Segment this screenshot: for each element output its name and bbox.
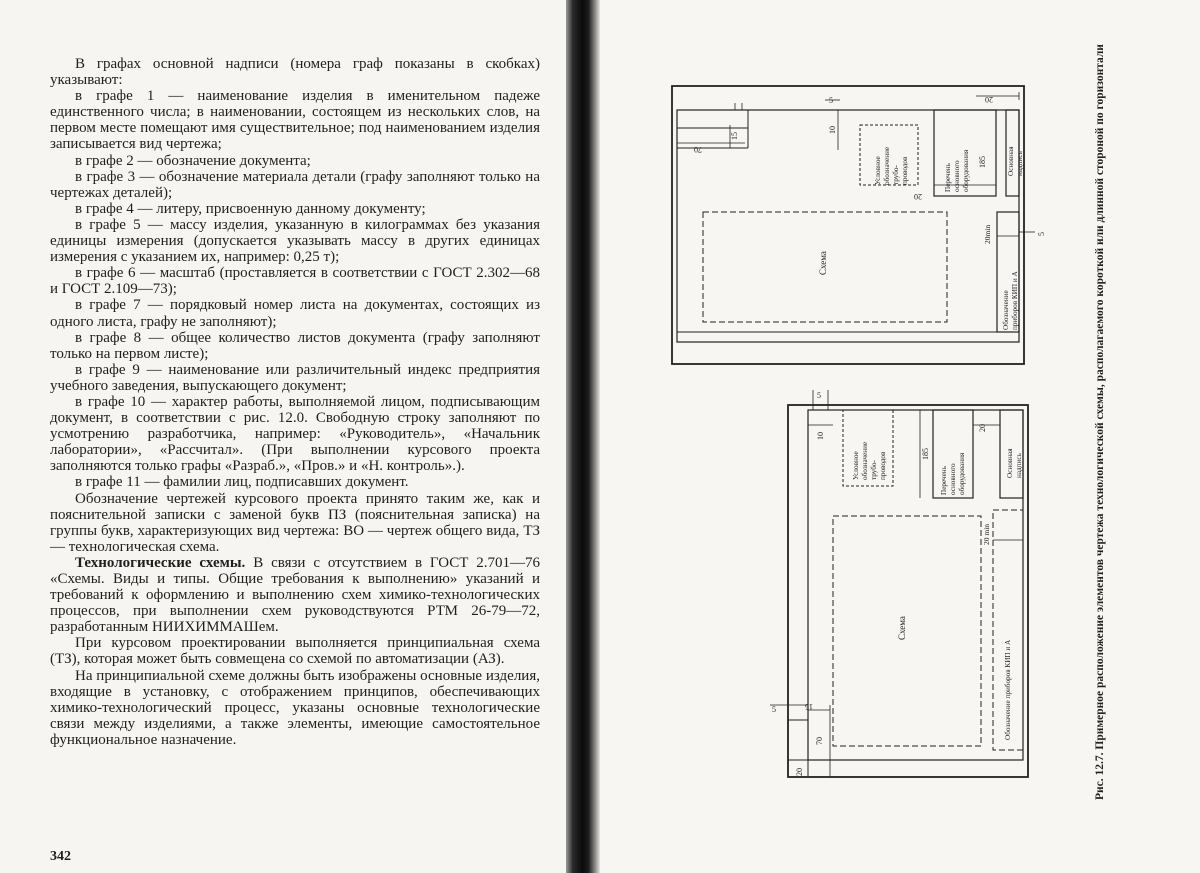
paragraph-text: Обозначение чертежей курсового проекта принято таким же, как и пояснительной записки с заменой букв ПЗ (пояснительная записка) на группы букв, характеризующих вид чертежа: ВО — чертеж общего вида, ТЗ — технологическая схема. bbox=[50, 490, 540, 555]
paragraph-text: в графе 11 — фамилии лиц, подписавших документ. bbox=[75, 474, 409, 491]
top-dim-15: 15 bbox=[730, 132, 739, 140]
bottom-dim-185: 185 bbox=[921, 448, 930, 460]
bottom-sheet-scheme-area bbox=[833, 516, 981, 746]
paragraph-text: На принципиальной схеме должны быть изображены основные изделия, входящие в установку, с отображением принципов, обеспечивающих химико-технологический процесс, указаны основные технологические связи между изделиями, а также элементы, имеющие самостоятельное функциональное назначение. bbox=[50, 667, 540, 748]
top-sheet-inner-frame bbox=[677, 110, 1019, 342]
bottom-dim-5-left: 5 bbox=[772, 705, 776, 714]
figure-caption-wrap bbox=[1060, 40, 1106, 800]
paragraph-text: в графе 5 — массу изделия, указанную в килограммах без указания единицы измерения (допускается указывать массу в других единицах измерения с указанием их, например: 0,25 т); bbox=[50, 216, 540, 266]
top-dim-10: 10 bbox=[828, 126, 837, 134]
top-dim-20-mid: 20 bbox=[914, 192, 922, 201]
section-heading: Технологические схемы. bbox=[75, 554, 246, 571]
top-dim-20min: 20min bbox=[983, 224, 992, 244]
bottom-sheet bbox=[770, 390, 1028, 777]
svg-text:Обозначение приборов КИП: Обозначение приборов КИП и А bbox=[1002, 271, 1019, 330]
paragraph-text: в графе 2 — обозначение документа; bbox=[75, 152, 311, 169]
paragraph-text: в графе 6 — масштаб (проставляется в соответствии с ГОСТ 2.302—68 и ГОСТ 2.109—73); bbox=[50, 265, 540, 298]
bottom-dim-20-right: 20 bbox=[978, 424, 987, 432]
top-sheet bbox=[672, 86, 1035, 364]
svg-text:Основная надпись: Основная надпись bbox=[1006, 448, 1023, 478]
svg-text:Условное обозначение: Условное обозначение трубо- проводов bbox=[852, 441, 887, 480]
bottom-sheet-labels bbox=[772, 391, 1023, 776]
bottom-sheet-scheme-label: Схема bbox=[897, 616, 907, 640]
top-dim-5-top: 5 bbox=[829, 96, 833, 105]
top-dim-70: 70 bbox=[694, 145, 702, 154]
paragraph-text: В графах основной надписи (номера граф показаны в скобках) указывают: bbox=[50, 56, 540, 89]
bottom-sheet-inner-frame bbox=[808, 410, 1023, 760]
bottom-dim-20min: 20 min bbox=[982, 523, 991, 545]
svg-text:Обозначение приборов КИП и А: Обозначение приборов КИП и А bbox=[1004, 639, 1012, 740]
top-sheet-scheme-label: Схема bbox=[818, 251, 828, 275]
top-dim-5-side: 5 bbox=[1037, 232, 1046, 236]
top-dim-20-top: 20 bbox=[985, 95, 993, 104]
paragraph-text: в графе 4 — литеру, присвоенную данному документу; bbox=[75, 200, 426, 217]
paragraph-text: в графе 9 — наименование или различительный индекс предприятия учебного заведения, выпускающего документ; bbox=[50, 361, 540, 394]
svg-text:Перечень основного: Перечень основного оборудования bbox=[944, 149, 970, 192]
bottom-dim-70: 70 bbox=[815, 737, 824, 745]
paragraph-text: При курсовом проектировании выполняется принципиальная схема (ТЗ), которая может быть совмещена со схемой по автоматизации (АЗ). bbox=[50, 635, 540, 668]
bottom-dim-20-bottom: 20 bbox=[795, 768, 804, 776]
bottom-dim-10: 10 bbox=[816, 432, 825, 440]
paragraph-text: В связи с отсутствием в ГОСТ 2.701—76 «Схемы. Виды и типы. Общие требования к выполнению» указаний и требований к оформлению и выполнению схем химико-технологических процессов, при выполнении схем руководствуются РТМ 26-79—72, разработанным НИИХИММАШем. bbox=[50, 554, 540, 636]
figure-caption: Рис. 12.7. Примерное расположение элементов чертежа технологической схемы, располагаемого короткой или длинной стороной по горизонтали bbox=[1094, 44, 1106, 800]
top-pipe-box-line1: Условное bbox=[874, 156, 882, 185]
paragraph-text: в графе 7 — порядковый номер листа на документах, состоящих из одного листа, графу не заполняют); bbox=[50, 297, 540, 330]
bottom-dim-15: 15 bbox=[805, 702, 813, 711]
bottom-sheet-outer-frame bbox=[788, 405, 1028, 777]
svg-text:Перечень основного: Перечень основного оборудования bbox=[940, 452, 966, 495]
paragraph-text: в графе 8 — общее количество листов документа (графу заполняют только на первом листе); bbox=[50, 329, 540, 362]
svg-text:Условное обозначение: Условное обозначение трубо- проводов bbox=[874, 146, 909, 185]
bottom-dim-5-top: 5 bbox=[817, 391, 821, 400]
paragraph-text: в графе 1 — наименование изделия в именительном падеже единственного числа; в наименовании, состоящем из нескольких слов, на первом месте помещают имя существительное; под наименованием изделия записывается вид чертежа; bbox=[50, 88, 540, 153]
paragraph-text: в графе 10 — характер работы, выполняемой лицом, подписывающим документ, в соответствии с рис. 12.0. Свободную строку заполняют по усмотрению разработчика, например: «Руководитель», «Начальник лаборатории», «Рассчитал». (При выполнении курсового проекта заполняются только графы «Разраб.», «Пров.» и «Н. контроль».). bbox=[50, 393, 540, 475]
page-number: 342 bbox=[50, 849, 71, 864]
paragraph-text: в графе 3 — обозначение материала детали (графу заполняют только на чертежах деталей); bbox=[50, 168, 540, 201]
top-dim-185: 185 bbox=[978, 156, 987, 168]
svg-text:Основная надпись: Основная надпись bbox=[1007, 146, 1024, 176]
